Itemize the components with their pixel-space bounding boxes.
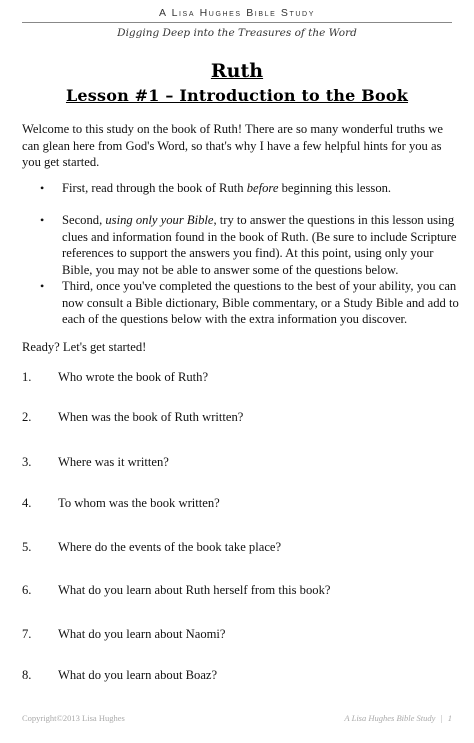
question-number: 4. [22,496,32,510]
header-brand: A Lisa Hughes Bible Study [159,7,315,19]
question-number: 5. [22,540,32,554]
question-text: What do you learn about Ruth herself from this book? [58,583,331,597]
hint-bullet-3 [40,278,462,328]
question-text: When was the book of Ruth written? [58,410,244,424]
hint-text: Second, [62,213,106,227]
intro-paragraph: Welcome to this study on the book of Ruth! There are so many wonderful truths we can glean here from God's Word, so that's why I have a few helpful hints for you as you get started. [22,122,443,169]
footer-copyright: Copyright©2013 Lisa Hughes [22,713,125,723]
question-number: 8. [22,668,32,682]
hint-emphasis: using only your Bible [105,213,214,227]
bullet-dot-icon: • [40,181,45,195]
hint-text: beginning this lesson. [278,181,392,195]
hint-text: First, read through the book of Ruth [62,181,247,195]
hint-text: Third, once you've completed the questions to the best of your ability, you can now consult a Bible dictionary, Bible commentary, or a Study Bible and add to each of the questions below with the extra information you discover. [62,279,459,326]
hint-emphasis: before [246,181,279,195]
bullet-dot-icon: • [40,213,45,227]
ready-line: Ready? Let's get started! [22,340,147,354]
question-number: 3. [22,455,32,469]
question-number: 1. [22,370,32,384]
hint-text: , try to answer the questions in this lesson using clues and information found in the book of Ruth. (Be sure to include Scripture references to support the answers you find). At this point, using only your Bible, you may not be able to answer some of the questions below. [62,213,457,277]
question-number: 6. [22,583,32,597]
hint-bullet-2 [40,212,462,278]
question-text: Who wrote the book of Ruth? [58,370,209,384]
footer-study-title: A Lisa Hughes Bible Study [344,713,436,723]
question-text: Where was it written? [58,455,169,469]
lesson-subtitle: Lesson #1 – Introduction to the Book [65,86,409,105]
footer-right [344,713,452,723]
question-text: To whom was the book written? [58,496,220,510]
page-number: 1 [447,713,452,723]
question-text: Where do the events of the book take place? [58,540,282,554]
header-tagline: Digging Deep into the Treasures of the Word [117,27,357,39]
hint-bullet-1 [40,180,462,197]
page-footer [22,713,452,723]
page-title: Ruth [210,60,264,82]
footer-separator: | [440,713,443,723]
question-text: What do you learn about Boaz? [58,668,218,682]
question-number: 2. [22,410,32,424]
header-divider [22,22,452,23]
bullet-dot-icon: • [40,279,45,293]
question-text: What do you learn about Naomi? [58,627,226,641]
question-number: 7. [22,627,32,641]
